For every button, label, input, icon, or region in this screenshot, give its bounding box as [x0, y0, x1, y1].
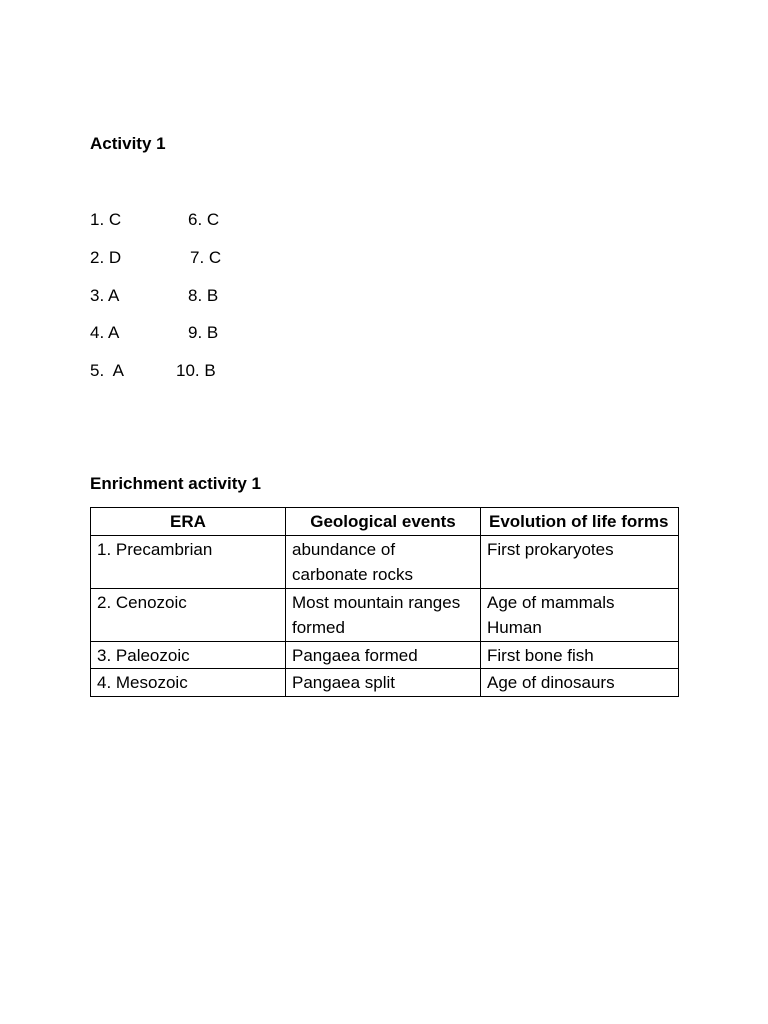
era-table [90, 507, 679, 697]
era-cell: 3. Paleozoic [91, 641, 286, 669]
answer-8: 8. B [188, 286, 219, 305]
answer-5: 5. A [90, 361, 125, 380]
era-cell: 1. Precambrian [91, 535, 286, 588]
answer-7: 7. C [190, 248, 222, 267]
answer-6: 6. C [188, 210, 220, 229]
enrichment-title: Enrichment activity 1 [90, 474, 262, 493]
era-cell: 2. Cenozoic [91, 588, 286, 641]
answer-1: 1. C [90, 210, 122, 229]
life-form-cell: First bone fish [481, 641, 679, 669]
life-form-cell: Age of dinosaurs [481, 669, 679, 697]
header-evolution-of-life-forms: Evolution of life forms [481, 508, 679, 536]
era-cell: 4. Mesozoic [91, 669, 286, 697]
answer-3: 3. A [90, 286, 120, 305]
table-row [91, 588, 679, 641]
answer-10: 10. B [176, 361, 216, 380]
geological-event-cell: Pangaea split [286, 669, 481, 697]
geological-event-cell: Pangaea formed [286, 641, 481, 669]
table-header-row [91, 508, 679, 536]
table-row [91, 535, 679, 588]
activity-1-title: Activity 1 [90, 134, 166, 153]
geological-event-cell: abundance of carbonate rocks [286, 535, 481, 588]
life-form-cell: Age of mammals Human [481, 588, 679, 641]
answer-2: 2. D [90, 248, 122, 267]
table-row [91, 669, 679, 697]
geological-event-cell: Most mountain ranges formed [286, 588, 481, 641]
answer-9: 9. B [188, 323, 219, 342]
header-geological-events: Geological events [286, 508, 481, 536]
header-era: ERA [91, 508, 286, 536]
answer-4: 4. A [90, 323, 120, 342]
table-row [91, 641, 679, 669]
life-form-cell: First prokaryotes [481, 535, 679, 588]
